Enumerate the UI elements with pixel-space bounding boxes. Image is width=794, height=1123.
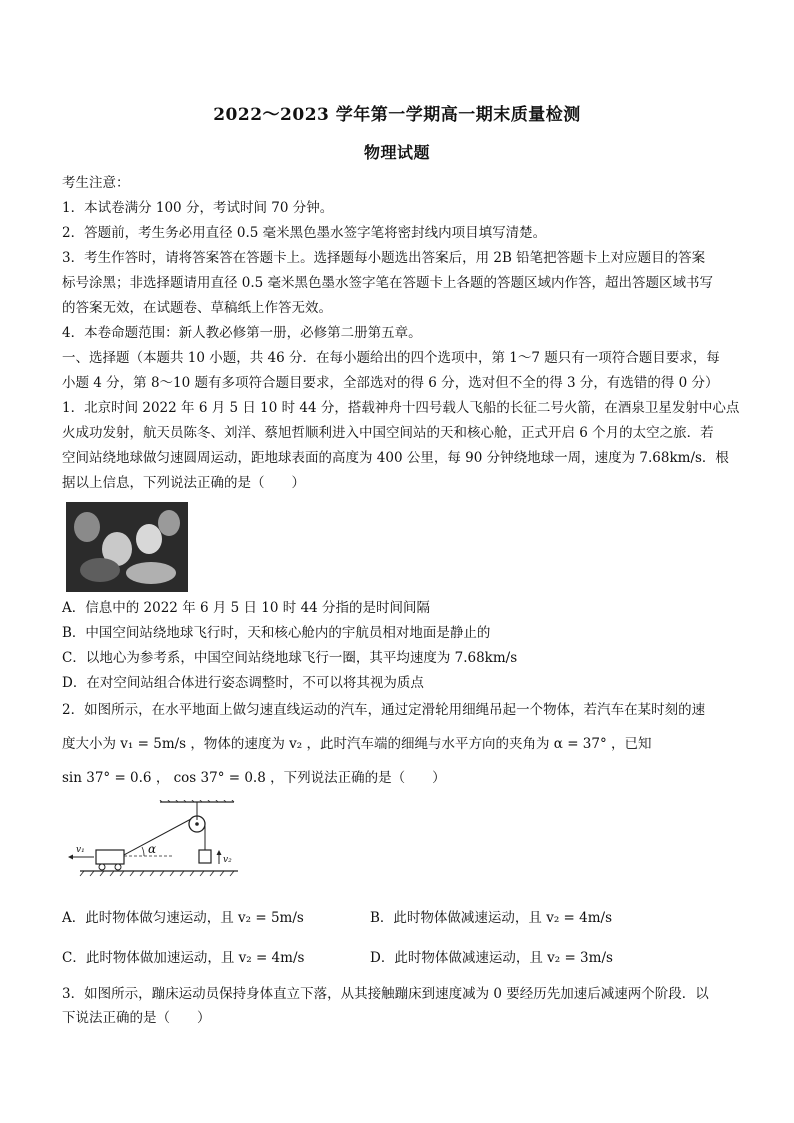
question-text: 火成功发射，航天员陈冬、刘洋、蔡旭哲顺利进入中国空间站的天和核心舱，正式开启 6 个月的太空之旅．若: [62, 425, 714, 441]
option-a: A．此时物体做匀速运动，且 v₂ = 5m/s: [62, 910, 304, 926]
question-text: sin 37° = 0.6 ， cos 37° = 0.8 ，下列说法正确的是（ ）: [62, 770, 446, 786]
angle-label: α: [148, 842, 157, 856]
astronauts-photo: [66, 502, 188, 592]
exam-subtitle: 物理试题: [363, 143, 430, 162]
question-text: 据以上信息，下列说法正确的是（ ）: [62, 475, 305, 491]
notice-heading: 考生注意：: [62, 175, 130, 191]
notice-item: 的答案无效，在试题卷、草稿纸上作答无效。: [62, 300, 332, 316]
notice-item: 标号涂黑；非选择题请用直径 0.5 毫米黑色墨水签字笔在答题卡上各题的答题区域内作答，超出答题区域书写: [62, 275, 714, 291]
section-line: 一、选择题（本题共 10 小题，共 46 分．在每小题给出的四个选项中，第 1～7 题只有一项符合题目要求，每: [62, 350, 720, 366]
notice-item: 4．本卷命题范围：新人教必修第一册，必修第二册第五章。: [62, 325, 422, 341]
car: [96, 850, 124, 864]
question-text: 度大小为 v₁ = 5m/s ，物体的速度为 v₂ ，此时汽车端的细绳与水平方向的夹角为 α = 37° ，已知: [62, 736, 652, 752]
question-text: 3．如图所示，蹦床运动员保持身体直立下落，从其接触蹦床到速度减为 0 要经历先加速后减速两个阶段．以: [62, 986, 709, 1002]
section-line: 小题 4 分，第 8～10 题有多项符合题目要求，全部选对的得 6 分，选对但不全的得 3 分，有选错的得 0 分）: [62, 375, 719, 391]
pulley-diagram: [62, 800, 242, 890]
v2-label: v₂: [223, 855, 232, 865]
option-b: B．此时物体做减速运动，且 v₂ = 4m/s: [370, 910, 613, 926]
notice-item: 3．考生作答时，请将答案答在答题卡上。选择题每小题选出答案后，用 2B 铅笔把答题卡上对应题目的答案: [62, 250, 706, 266]
option-d: D．此时物体做减速运动，且 v₂ = 3m/s: [370, 950, 613, 966]
hanging-block: [199, 850, 211, 863]
option-a: A．信息中的 2022 年 6 月 5 日 10 时 44 分指的是时间间隔: [62, 600, 431, 616]
option-d: D．在对空间站组合体进行姿态调整时，不可以将其视为质点: [62, 675, 424, 691]
option-c: C．此时物体做加速运动，且 v₂ = 4m/s: [62, 950, 305, 966]
v1-label: v₁: [76, 845, 85, 855]
question-text: 下说法正确的是（ ）: [62, 1010, 211, 1026]
notice-item: 2．答题前，考生务必用直径 0.5 毫米黑色墨水签字笔将密封线内项目填写清楚。: [62, 225, 547, 241]
exam-title: 2022～2023 学年第一学期高一期末质量检测: [213, 105, 581, 125]
question-text: 1．北京时间 2022 年 6 月 5 日 10 时 44 分，搭载神舟十四号载人飞船的长征二号火箭，在酒泉卫星发射中心点: [62, 400, 740, 416]
question-text: 空间站绕地球做匀速圆周运动，距地球表面的高度为 400 公里，每 90 分钟绕地球一周，速度为 7.68km/s．根: [62, 450, 729, 466]
option-b: B．中国空间站绕地球飞行时，天和核心舱内的宇航员相对地面是静止的: [62, 625, 491, 641]
option-c: C．以地心为参考系，中国空间站绕地球飞行一圈，其平均速度为 7.68km/s: [62, 650, 518, 666]
notice-item: 1．本试卷满分 100 分，考试时间 70 分钟。: [62, 200, 334, 216]
question-text: 2．如图所示，在水平地面上做匀速直线运动的汽车，通过定滑轮用细绳吊起一个物体，若汽车在某时刻的速: [62, 702, 706, 718]
